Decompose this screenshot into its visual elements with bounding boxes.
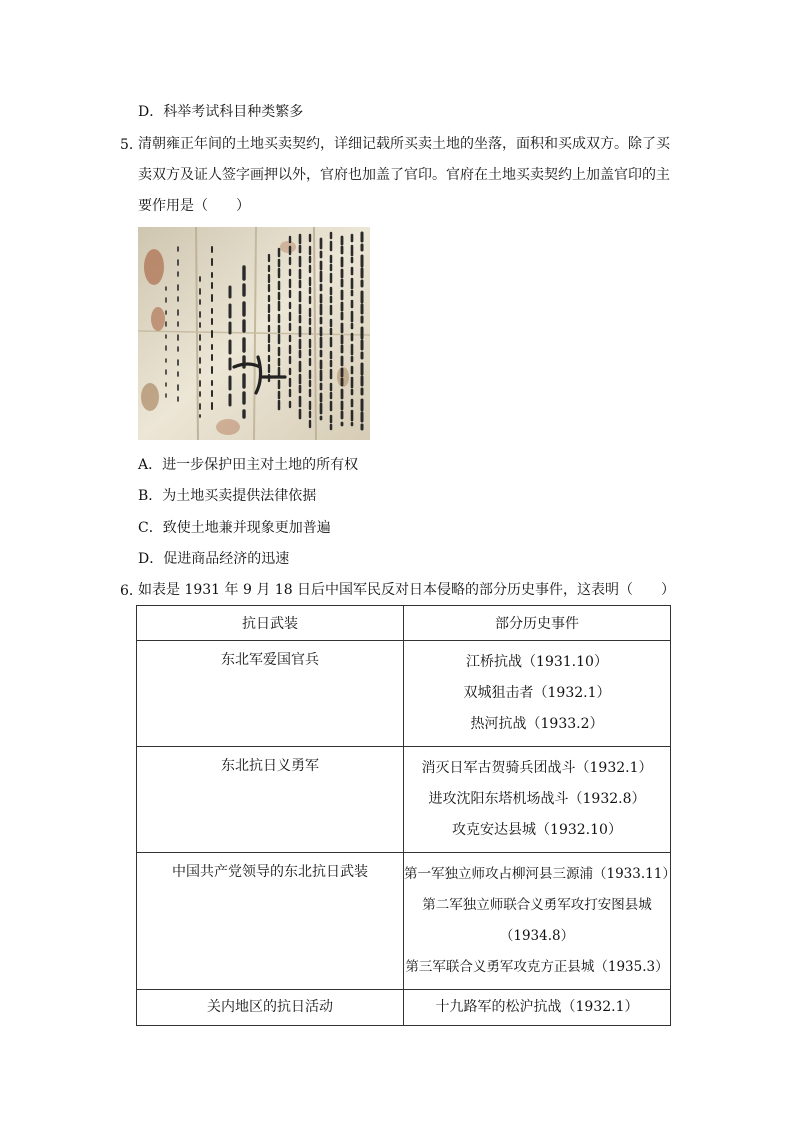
event-item: 十九路军的松沪抗战（1932.1）: [435, 999, 639, 1015]
group-cell: 东北军爱国官兵: [137, 641, 404, 747]
q5-text-line-3: 要作用是（ ）: [138, 198, 250, 214]
event-item: 双城狙击者（1932.1）: [463, 685, 611, 701]
event-item: 第二军独立师联合义勇军攻打安图县城: [422, 897, 652, 913]
header-armed-force: 抗日武装: [137, 606, 404, 641]
events-cell: [404, 747, 671, 853]
anti-japanese-events-table: [136, 605, 676, 1026]
event-item: 进攻沈阳东塔机场战斗（1932.8）: [428, 791, 646, 807]
q5-text-line-1: 清朝雍正年间的土地买卖契约，详细记载所买卖土地的坐落，面积和买成双方。除了买: [138, 136, 670, 152]
q5-option-b: B．为土地买卖提供法律依据: [138, 488, 317, 504]
q6-text: 如表是 1931 年 9 月 18 日后中国军民反对日本侵略的部分历史事件，这表明（ ）: [138, 582, 676, 598]
event-item: 第一军独立师攻占柳河县三源浦（1933.11）: [404, 866, 676, 882]
events-cell: [404, 641, 671, 747]
q5-text-line-2: 卖双方及证人签字画押以外，官府也加盖了官印。官府在土地买卖契约上加盖官印的主: [138, 167, 670, 183]
q5-number: 5．: [120, 137, 143, 153]
event-item: 第三军联合义勇军攻克方正县城（1935.3）: [405, 959, 669, 975]
events-cell: [404, 853, 676, 990]
group-cell: 东北抗日义勇军: [137, 747, 404, 853]
table-row: [137, 747, 671, 853]
q6-number: 6．: [120, 583, 143, 599]
table-header-row: [137, 606, 671, 641]
event-item: 攻克安达县城（1932.10）: [452, 822, 622, 838]
header-historical-events: 部分历史事件: [404, 606, 671, 641]
table-row: [137, 641, 671, 747]
event-item: （1934.8）: [499, 928, 575, 944]
group-cell: 中国共产党领导的东北抗日武装: [137, 853, 404, 990]
q5-option-d: D．促进商品经济的迅速: [138, 551, 290, 567]
event-item: 消灭日军古贺骑兵团战斗（1932.1）: [421, 760, 653, 776]
event-item: 热河抗战（1933.2）: [470, 716, 604, 732]
event-item: 江桥抗战（1931.10）: [466, 654, 608, 670]
group-cell: 关内地区的抗日活动: [137, 990, 404, 1026]
table-row: [137, 990, 671, 1026]
q5-option-a: A．进一步保护田主对土地的所有权: [138, 457, 359, 473]
table-row: [137, 853, 671, 990]
q4-option-d: D．科举考试科目种类繁多: [138, 104, 304, 120]
events-cell: [404, 990, 671, 1026]
q5-option-c: C．致使土地兼并现象更加普遍: [138, 520, 331, 536]
land-contract-photo: [138, 227, 370, 440]
